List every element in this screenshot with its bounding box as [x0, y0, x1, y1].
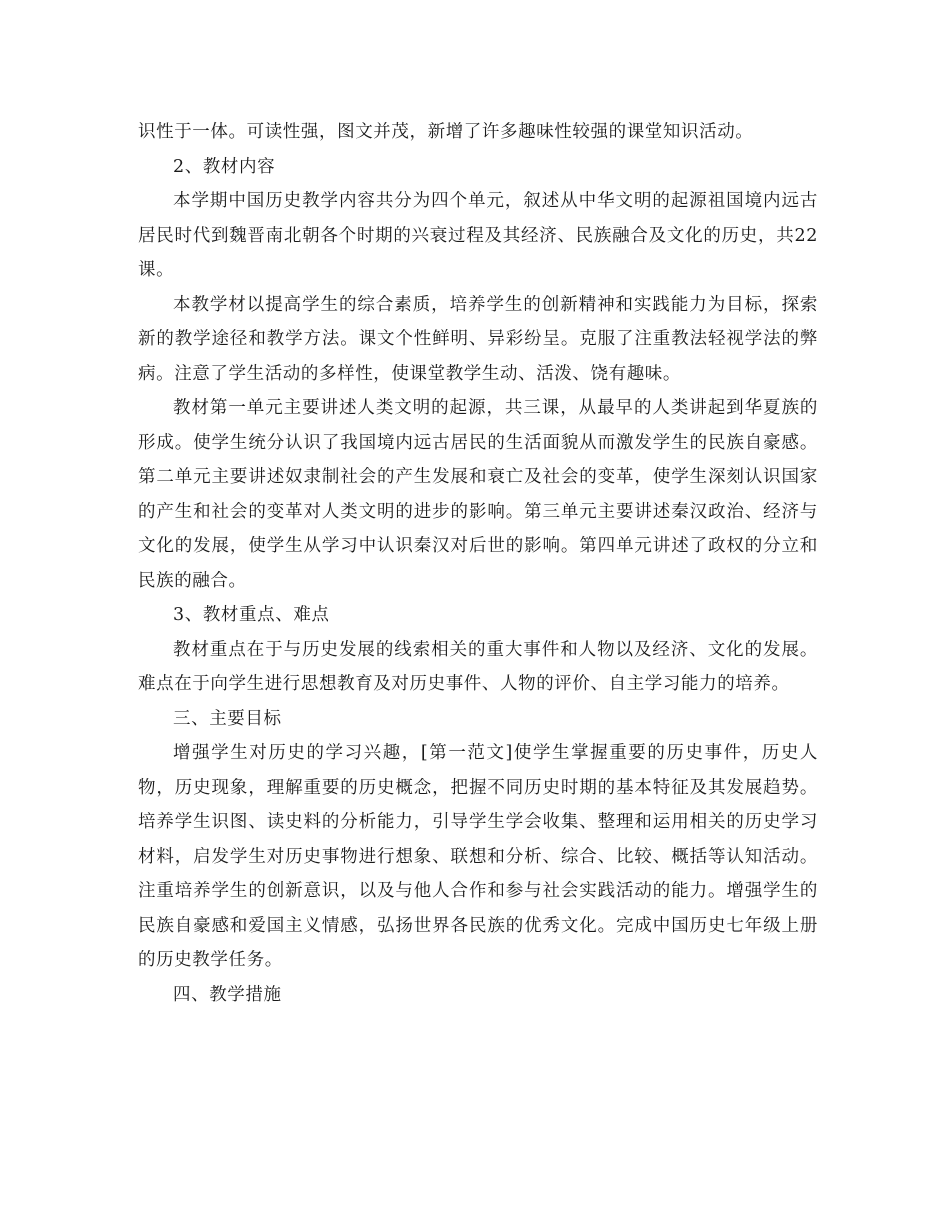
section-2-paragraph-3: 教材第一单元主要讲述人类文明的起源，共三课，从最早的人类讲起到华夏族的形成。使学生统分认识了我国境内远古居民的生活面貌从而激发学生的民族自豪感。第二单元主要讲述奴隶制社会的产生发展和衰亡及社会的变革，使学生深刻认识国家的产生和社会的变革对人类文明的进步的影响。第三单元主要讲述秦汉政治、经济与文化的发展，使学生从学习中认识秦汉对后世的影响。第四单元讲述了政权的分立和民族的融合。: [138, 398, 818, 591]
part-3-heading: 三、主要目标: [173, 708, 282, 729]
document-body: [138, 115, 818, 1012]
section-2-heading: 2、教材内容: [173, 156, 276, 177]
part-3-paragraph-1: 增强学生对历史的学习兴趣，[第一范文]使学生掌握重要的历史事件，历史人物，历史现象，理解重要的历史概念，把握不同历史时期的基本特征及其发展趋势。培养学生识图、读史料的分析能力，引导学生学会收集、整理和运用相关的历史学习材料，启发学生对历史事物进行想象、联想和分析、综合、比较、概括等认知活动。注重培养学生的创新意识，以及与他人合作和参与社会实践活动的能力。增强学生的民族自豪感和爱国主义情感，弘扬世界各民族的优秀文化。完成中国历史七年级上册的历史教学任务。: [138, 743, 818, 970]
section-3-heading: 3、教材重点、难点: [173, 605, 330, 625]
section-3-paragraph-1: 教材重点在于与历史发展的线索相关的重大事件和人物以及经济、文化的发展。难点在于向学生进行思想教育及对历史事件、人物的评价、自主学习能力的培养。: [138, 639, 818, 694]
part-4-heading: 四、教学措施: [173, 984, 282, 1005]
section-2-paragraph-2: 本教学材以提高学生的综合素质，培养学生的创新精神和实践能力为目标，探索新的教学途径和教学方法。课文个性鲜明、异彩纷呈。克服了注重教法轻视学法的弊病。注意了学生活动的多样性，使课堂教学生动、活泼、饶有趣味。: [138, 294, 818, 384]
lead-fragment: 识性于一体。可读性强，图文并茂，新增了许多趣味性较强的课堂知识活动。: [138, 122, 754, 142]
section-2-paragraph-1: 本学期中国历史教学内容共分为四个单元，叙述从中华文明的起源祖国境内远古居民时代到魏晋南北朝各个时期的兴衰过程及其经济、民族融合及文化的历史，共22课。: [138, 191, 818, 280]
